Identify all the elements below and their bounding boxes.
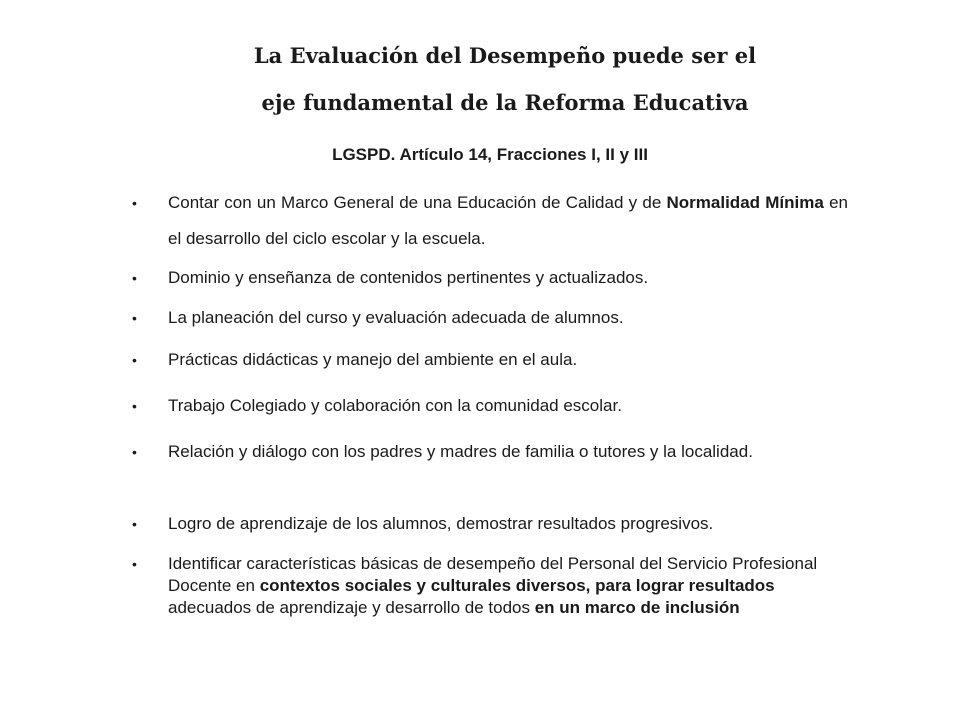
list-item-text: Dominio y enseñanza de contenidos pertinentes y actualizados. [168, 268, 649, 287]
list-item-text: Relación y diálogo con los padres y madres de familia o tutores y la localidad. [168, 442, 753, 461]
bullet-icon: • [132, 310, 137, 326]
list-item-text: Logro de aprendizaje de los alumnos, demostrar resultados progresivos. [168, 514, 714, 533]
list-item [132, 342, 848, 378]
slide-title-line-1: La Evaluación del Desempeño puede ser el [253, 43, 757, 68]
list-item [132, 553, 848, 619]
slide-title [0, 32, 960, 126]
bullet-icon: • [132, 352, 137, 368]
list-item [132, 506, 848, 542]
bullet-icon: • [132, 556, 137, 572]
bullet-icon: • [132, 516, 137, 532]
list-item [132, 434, 848, 470]
list-item [132, 300, 848, 336]
slide-subtitle: LGSPD. Artículo 14, Fracciones I, II y III [332, 145, 648, 164]
bullet-icon: • [132, 444, 137, 460]
bullet-icon: • [132, 195, 137, 211]
bullet-icon: • [132, 270, 137, 286]
list-item-text: Identificar características básicas de desempeño del Personal del Servicio Profesional Docente en contextos sociales y culturales diversos, para lograr resultados adecuados de aprendizaje y desarrollo de todos en un marco de inclusión [168, 554, 818, 617]
slide-title-line-2: eje fundamental de la Reforma Educativa [261, 90, 749, 115]
list-item [132, 260, 848, 296]
bullet-icon: • [132, 398, 137, 414]
list-item [132, 185, 848, 257]
list-item-text: Prácticas didácticas y manejo del ambiente en el aula. [168, 350, 578, 369]
list-item-text: Trabajo Colegiado y colaboración con la comunidad escolar. [168, 396, 622, 415]
list-item-text: La planeación del curso y evaluación adecuada de alumnos. [168, 308, 624, 327]
list-item [132, 388, 848, 424]
list-item-text: Contar con un Marco General de una Educación de Calidad y de Normalidad Mínima en el desarrollo del ciclo escolar y la escuela. [168, 193, 848, 248]
